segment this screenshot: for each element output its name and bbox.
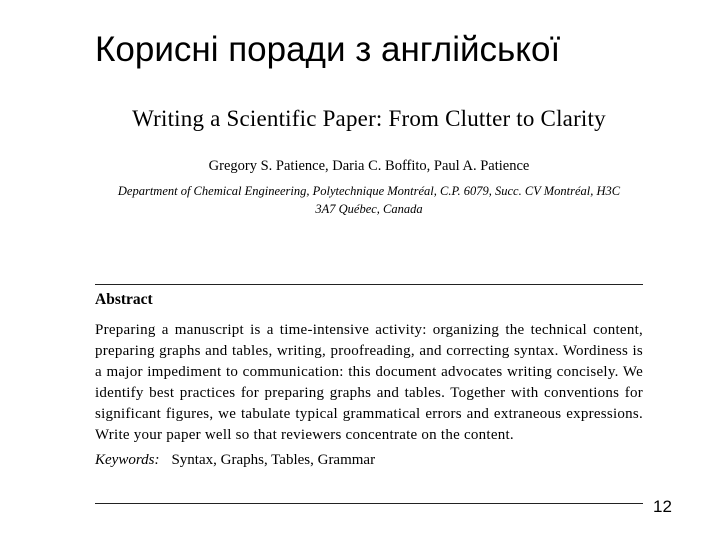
keywords-line <box>95 450 643 471</box>
paper-affiliation: Department of Chemical Engineering, Polytechnique Montréal, C.P. 6079, Succ. CV Montréal, H3C 3A7 Québec, Canada <box>117 184 621 216</box>
slide-title: Корисні поради з англійської <box>95 30 561 69</box>
top-divider <box>95 284 643 285</box>
bottom-divider <box>95 503 643 504</box>
abstract-heading: Abstract <box>95 291 153 308</box>
paper-title: Writing a Scientific Paper: From Clutter to Clarity <box>132 106 606 131</box>
abstract-section <box>95 290 643 471</box>
keywords-label: Keywords: <box>95 451 160 468</box>
page-number: 12 <box>653 497 672 516</box>
paper-header <box>95 100 643 218</box>
abstract-body: Preparing a manuscript is a time-intensive activity: organizing the technical content, preparing graphs and tables, writing, proofreading, and correcting syntax. Wordiness is a major impediment to communication: this document advocates writing concisely. We identify best practices for preparing graphs and tables. Together with conventions for significant figures, we tabulate typical grammatical errors and extraneous expressions. Write your paper well so that reviewers concentrate on the content. <box>95 322 643 444</box>
paper-authors: Gregory S. Patience, Daria C. Boffito, Paul A. Patience <box>208 158 530 174</box>
keywords-list: Syntax, Graphs, Tables, Grammar <box>171 451 376 468</box>
